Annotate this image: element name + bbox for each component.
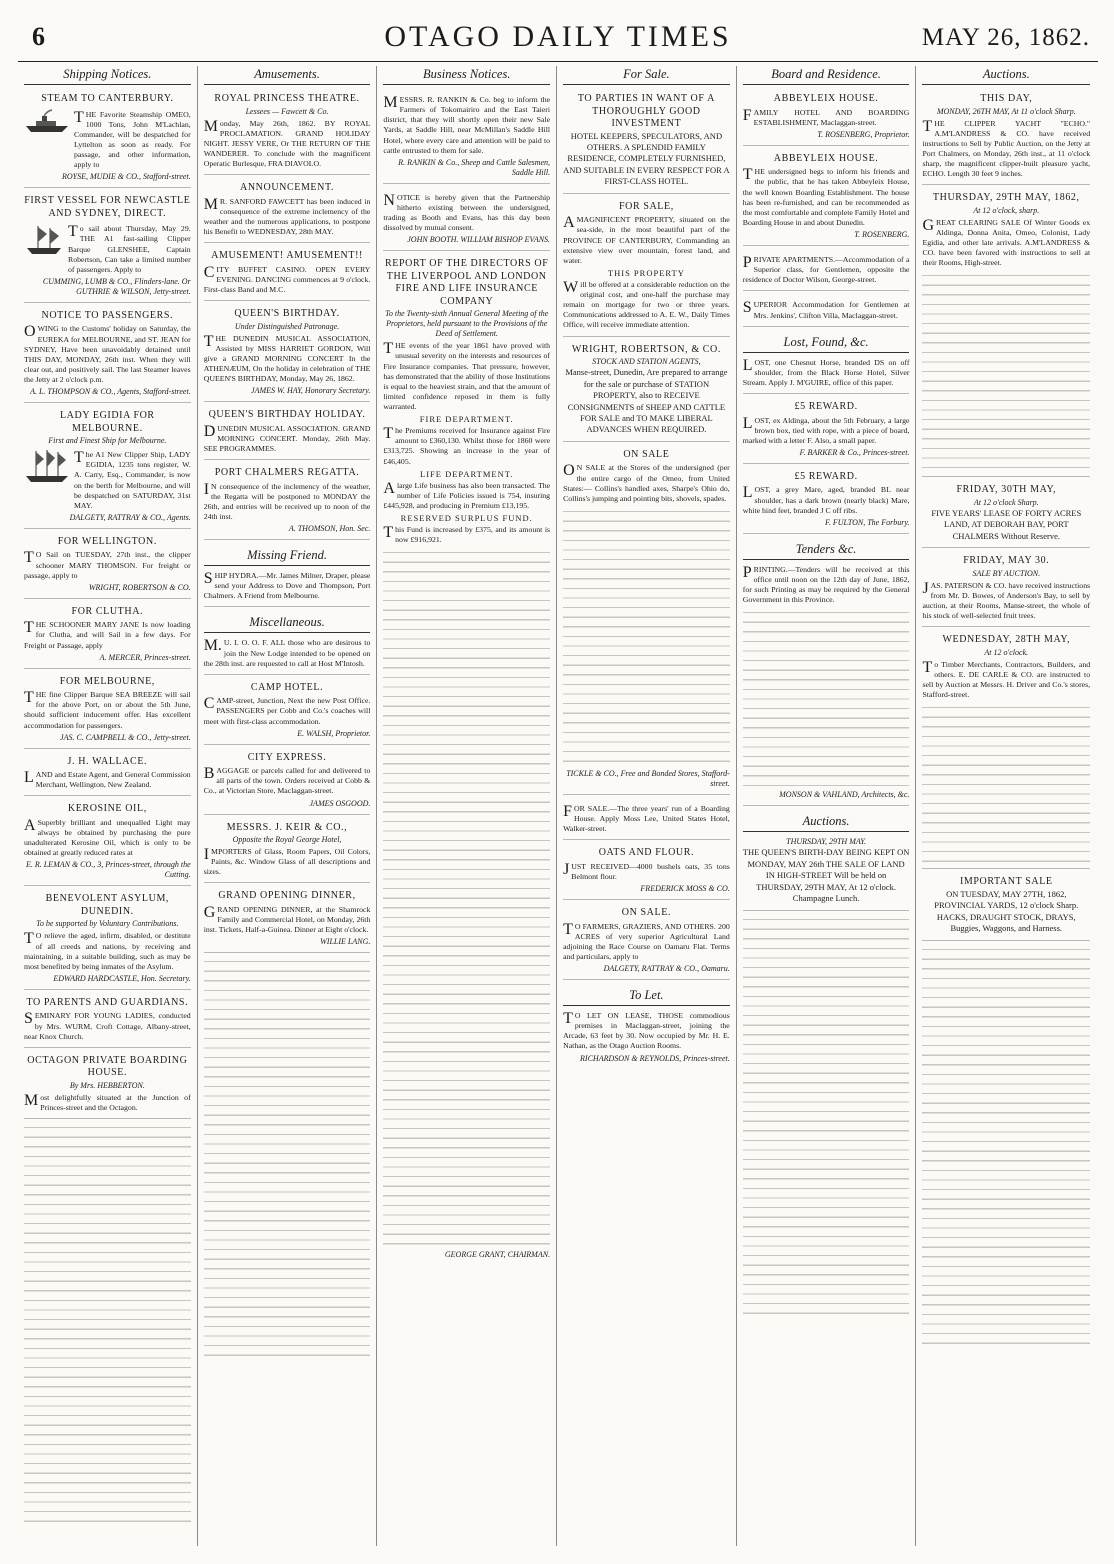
ad-title: ON SALE <box>623 448 670 460</box>
section-header-board: Board and Residence. <box>743 66 910 85</box>
continued-small-print <box>24 1123 191 1523</box>
ad-title: FRIDAY, 30TH MAY, <box>956 484 1057 496</box>
ad-title: BENEVOLENT ASYLUM, DUNEDIN. <box>45 893 170 917</box>
section-header-shipping: Shipping Notices. <box>24 66 191 85</box>
ad-title: FOR SALE, <box>618 200 674 212</box>
ad-body: THE SCHOONER MARY JANE Is now loading for Clutha, and will Sail in a few days. For Freight or Passage, apply <box>24 619 191 650</box>
ad-signature: E. WALSH, Proprietor. <box>297 728 371 738</box>
ad-lost-horse <box>743 331 910 394</box>
ad-body: SUPERIOR Accommodation for Gentlemen at Mrs. Jenkins', Clifton Villa, Maclaggan-street. <box>742 299 910 320</box>
ad-boarding-house-sale <box>563 799 730 840</box>
ad-title: GRAND OPENING DINNER, <box>218 890 356 902</box>
ad-seminary <box>24 994 191 1048</box>
ad-body: To Timber Merchants, Contractors, Builders, and others. E. DE CARLE & CO. are instructed to sell by Auction at Messrs. H. Driver and Co.'s stores, Stafford-street. <box>922 658 1091 700</box>
ad-octagon-boarding <box>24 1052 191 1119</box>
ad-body: SEMINARY FOR YOUNG LADIES, conducted by Mrs. WURM, Croft Cottage, Albany-street, near Knox Church. <box>24 1010 191 1041</box>
ad-subtitle: To the Twenty-sixth Annual General Meeting of the Proprietors, held pursuant to the Provisions of the Deed of Settlement. <box>385 309 549 339</box>
ad-grand-opening-dinner <box>204 887 371 953</box>
ad-body: PRIVATE APARTMENTS.—Accommodation of a Superior class, for Gentlemen, opposite the residence of Doctor Wilson, George-street. <box>742 254 910 285</box>
ad-port-chalmers-regatta <box>204 464 371 540</box>
section-header-auctions-col5: Auctions. <box>743 813 910 832</box>
report-heading: FIRE DEPARTMENT. <box>419 414 514 425</box>
ad-title: CAMP HOTEL. <box>250 681 324 693</box>
ad-subtitle: SALE BY AUCTION. <box>972 568 1041 578</box>
ad-to-let <box>563 984 730 1069</box>
column-amusements <box>198 66 378 1546</box>
ad-title: NOTICE TO PASSENGERS. <box>41 309 174 321</box>
column-board-residence <box>737 66 917 1546</box>
ad-investment-residence <box>563 90 730 194</box>
ad-royal-princess-theatre <box>204 90 371 175</box>
ad-title: FOR WELLINGTON. <box>57 535 157 547</box>
newspaper-title: OTAGO DAILY TIMES <box>384 20 732 53</box>
report-paragraph: Alarge Life business has also been transacted. The number of Life Policies issued is 754, insuring £445,928, and producing in Premium £13,195. <box>383 479 551 510</box>
ad-partnership-notice <box>383 188 550 252</box>
masthead <box>18 20 1098 62</box>
continued-small-print <box>743 608 910 788</box>
ad-signature: TICKLE & CO., Free and Bonded Stores, Stafford-street. <box>566 768 730 788</box>
ad-city-express <box>204 749 371 815</box>
ad-body: DUNEDIN MUSICAL ASSOCIATION. GRAND MORNING CONCERT. Monday, 26th May. SEE PROGRAMMES. <box>203 422 371 453</box>
section-header-for-sale: For Sale. <box>563 66 730 85</box>
ad-keir-co <box>204 819 371 884</box>
ad-body: PRINTING.—Tenders will be received at this office until noon on the 12th day of June, 1862, for such Printing as may be required by the General Government in this Province. <box>742 563 910 605</box>
ad-title: THURSDAY, 29TH MAY, 1862, <box>932 192 1080 204</box>
ad-body: FAMILY HOTEL AND BOARDING ESTABLISHMENT, Maclaggan-street. <box>742 106 910 127</box>
ad-camp-hotel <box>204 679 371 745</box>
ad-fruit-trees <box>922 552 1090 627</box>
ad-title: FOR MELBOURNE, <box>59 675 155 687</box>
ad-title: FIRST VESSEL FOR NEWCASTLE AND SYDNEY, DIRECT. <box>24 195 191 219</box>
ad-title: WRIGHT, ROBERTSON, & CO. <box>571 343 721 355</box>
ad-subtitle: At 12 o'clock Sharp. <box>973 497 1039 507</box>
ad-canterbury-property <box>563 198 730 337</box>
ad-body: TO relieve the aged, infirm, disabled, or destitute of all creeds and nations, by receiving and maintaining, in a suitable building, such as may be most benefited by being inmates of the Asylum. <box>24 930 191 971</box>
ad-body: THE QUEEN'S BIRTH-DAY BEING KEPT ON MONDAY, MAY 26th THE SALE OF LAND IN HIGH-STREET Will be held on THURSDAY, 29TH MAY, At 12 o'clock. Champagne Lunch. <box>742 847 910 904</box>
ad-title: STEAM TO CANTERBURY. <box>41 93 174 104</box>
ad-lady-egidia <box>24 407 191 529</box>
ad-body: JAS. PATERSON & CO. have received instructions from Mr. D. Bowes, of Anderson's Bay, to sell by auction, at their Rooms, Manse-street, the whole of his stock of well-selected fruit trees. <box>922 579 1091 621</box>
ad-body: MESSRS. R. RANKIN & Co. beg to inform the Farmers of Tokomairiro and the East Taieri district, that they will shortly open their new Sale Yards, at Saddle Hill, near McMillan's Saddle Hill Hotel, where every care and attention will be paid to cattle entrusted to them for sale. <box>383 94 551 155</box>
ad-title: THIS DAY, <box>980 93 1033 104</box>
ad-title: CITY EXPRESS. <box>247 751 327 763</box>
page-number: 6 <box>32 22 45 51</box>
ad-body: FOR SALE.—The three years' run of a Boarding House. Apply Moss Lee, United States Hotel, Walker-street. <box>563 802 730 834</box>
ad-clutha <box>24 603 191 669</box>
ad-body: NOTICE is hereby given that the Partnership hitherto existing between the undersigned, trading as Booth and Evans, has this day been dissolved by mutual consent. <box>383 191 551 233</box>
continued-small-print <box>743 915 910 1315</box>
ad-oddfellows <box>204 611 371 674</box>
ad-body: LOST, a grey Mare, aged, branded BL near shoulder, has a dark brown (nearly black) Mare, white hind feet, branded J C off ribs. <box>742 484 910 515</box>
ad-title: ON SALE. <box>621 907 672 919</box>
column-business <box>377 66 557 1546</box>
column-for-sale <box>557 66 737 1546</box>
ad-signature: WRIGHT, ROBERTSON & CO. <box>88 582 191 592</box>
ad-signature: DALGETY, RATTRAY & CO., Oamaru. <box>603 964 730 974</box>
ad-signature: EDWARD HARDCASTLE, Hon. Secretary. <box>53 973 191 983</box>
ad-tenders-printing <box>743 538 910 807</box>
report-heading: LIFE DEPARTMENT. <box>420 468 514 479</box>
ad-melbourne-sea-breeze <box>24 673 191 749</box>
ad-body: M.U. I. O. O. F. ALL those who are desirous to join the New Lodge intended to be opened on the 28th inst. are requested to call at Host M'Intosh. <box>203 637 371 668</box>
ad-body: JUST RECEIVED—4000 bushels oats, 35 tons Belmont flour. <box>563 860 730 881</box>
ad-body: LOST, ex Aldinga, about the 5th February, a large brown box, tied with rope, with a piece of board, marked with a letter F. Also, a small paper. <box>742 414 910 445</box>
ad-important-sale <box>922 873 1090 940</box>
ad-subtitle: By Mrs. HEBBERTON. <box>69 1080 145 1090</box>
section-header-missing-friend: Missing Friend. <box>204 547 371 566</box>
ad-body: GRAND OPENING DINNER, at the Shamrock Family and Commercial Hotel, on Monday, 26th inst. Tickets, Half-a-Guinea. Dinner at Eight o'clock. <box>203 903 371 935</box>
ad-title: J. H. WALLACE. <box>67 755 148 767</box>
ad-deborah-bay-lease <box>922 481 1090 548</box>
continued-small-print <box>204 957 371 1357</box>
ad-title: REPORT OF THE DIRECTORS OF THE LIVERPOOL AND LONDON FIRE AND LIFE INSURANCE COMPANY <box>385 258 549 307</box>
continued-small-print <box>563 507 730 767</box>
ad-body: THE CLIPPER YACHT "ECHO." A.M'LANDRESS & CO. have received instructions to Sell by Public Auction, on the Jetty at Port Chalmers, on Monday, 26th inst., at 11 o'clock sharp, the magnificent clipper-built pleasure yacht, ECHO. Length 30 feet 9 inches. <box>922 117 1091 179</box>
report-paragraph: The Premiums received for Insurance against Fire amount to £360,130. Whilst those for 1860 were £313,725. Showing an increase in the year of £46,405. <box>383 425 551 466</box>
ad-body: THE events of the year 1861 have proved with unusual severity on the interests and resources of Fire Insurance companies. That pressure, however, has demonstrated that the ability of those Institutions is equal to the heaviest strain, and that the amount of limited confidence reposed in them is fully warranted. <box>383 340 551 411</box>
ad-oats-flour <box>563 844 730 900</box>
continued-small-print <box>922 945 1090 1345</box>
ad-title: ABBEYLEIX HOUSE. <box>773 152 879 164</box>
ad-title: FRIDAY, MAY 30. <box>963 555 1050 567</box>
report-heading: RESERVED SURPLUS FUND. <box>400 513 533 523</box>
ad-subtitle: STOCK AND STATION AGENTS, <box>592 357 701 367</box>
ad-benevolent-asylum <box>24 890 191 990</box>
ad-wellington <box>24 533 191 599</box>
ad-notice-passengers <box>24 307 191 403</box>
section-header-lost-found: Lost, Found, &c. <box>743 334 910 353</box>
ad-body: OWING to the Customs' holiday on Saturday, the EUREKA for MELBOURNE, and ST. JEAN for SYDNEY, Have been unavoidably detained until THIS DAY, MONDAY, 26th inst. When they will clear out, and positively sail. The last Steamer leaves the Jetty at 2 o'clock p.m. <box>24 323 191 384</box>
ad-city-buffet <box>204 247 371 301</box>
ad-private-apartments <box>743 250 910 291</box>
ad-title: £5 REWARD. <box>794 470 858 482</box>
ad-on-sale-omeo-cargo <box>563 446 730 795</box>
ad-signature: FREDERICK MOSS & CO. <box>640 884 730 894</box>
ad-title: FOR CLUTHA. <box>71 605 144 617</box>
ad-body: LOST, one Chesnut Horse, branded DS on off shoulder, from the Black Horse Hotel, Silver Stream. Apply J. M'GUIRE, office of this paper. <box>742 356 910 387</box>
clipper-ship-icon <box>24 448 70 484</box>
ad-abbeyleix-house-notice <box>743 150 910 246</box>
ad-subtitle: At 12 o'clock. <box>984 647 1029 657</box>
ad-signature: A. L. THOMPSON & CO., Agents, Stafford-street. <box>30 387 191 397</box>
ad-body: GREAT CLEARING SALE Of Winter Goods ex Aldinga, Donna Anita, Omeo, Colonist, Lady Egidia, and other late arrivals. A.M'LANDRESS & CO. have been favored with instructions to sell at their Rooms, High-street. <box>922 216 1091 268</box>
ad-reward-mare <box>743 468 910 534</box>
ad-newcastle-sydney <box>24 192 191 303</box>
columns <box>18 66 1098 1546</box>
ad-body: TO Sail on TUESDAY, 27th inst., the clipper schooner MARY THOMSON. For freight or passage, apply to <box>24 549 191 580</box>
section-subheading: THIS PROPERTY <box>607 267 685 278</box>
ad-body: HOTEL KEEPERS, SPECULATORS, AND OTHERS. A SPLENDID FAMILY RESIDENCE, COMPLETELY FURNISHED, AND SUITABLE IN EVERY RESPECT FOR A FIRST-CLASS HOTEL. <box>563 130 730 187</box>
ad-signature: ROYSE, MUDIE & CO., Stafford-street. <box>61 172 191 182</box>
ad-body: THE Favorite Steamship OMEO, 1000 Tons, John M'Lachlan, Commander, will be despatched for Lyttelton as soon as ready. For passage, and other information, apply to <box>74 108 191 170</box>
ad-title: AMUSEMENT! AMUSEMENT!! <box>211 250 363 262</box>
ad-body: ON SALE at the Stores of the undersigned (per the entire cargo of the Omeo, from United States:— Collins's handled axes, Sharpe's Ohio do, Collins's jumping and pointing bits, shovels, spades. <box>563 462 730 503</box>
ad-body: Will be offered at a considerable reduction on the original cost, and one-half the purchase may remain on mortgage for two or three years. Communications addressed to A. E. W., Daily Times Office, will receive immediate attention. <box>563 278 730 330</box>
continued-small-print <box>922 703 1090 863</box>
ad-title: ROYAL PRINCESS THEATRE. <box>214 93 360 104</box>
ad-title: IMPORTANT SALE <box>959 876 1053 888</box>
ad-body: The A1 New Clipper Ship, LADY EGIDIA, 1235 tons register, W. A. Carry, Esq., Commander, is now on the berth for Melbourne, and will be despatched on SATURDAY, 31st MAY. <box>74 449 191 510</box>
ad-signature: A. THOMSON, Hon. Sec. <box>288 524 371 533</box>
ad-body: TO FARMERS, GRAZIERS, AND OTHERS. 200 ACRES of very superior Agricultural Land adjoining the Race Course on Oamaru Flat. Terms and particulars, apply to <box>563 920 730 961</box>
ad-yacht-echo <box>922 90 1090 185</box>
column-auctions <box>916 66 1096 1546</box>
section-header-to-let: To Let. <box>563 987 730 1006</box>
ad-body: To sail about Thursday, May 29. THE A1 fast-sailing Clipper Barque GLENSHEE, Captain Robertson, Can take a limited number of passengers. Apply to <box>68 223 191 274</box>
ad-subtitle: At 12 o'clock, sharp. <box>973 205 1040 215</box>
ad-signature: JAMES OSGOOD. <box>309 798 371 808</box>
ad-body: AMAGNIFICENT PROPERTY, situated on the sea-side, in the most beautiful part of the PROVINCE OF CANTERBURY, Commanding an extensive view over mountain, forest land, and water. <box>563 214 730 265</box>
section-header-tenders: Tenders &c. <box>743 541 910 560</box>
ad-title: QUEEN'S BIRTHDAY. <box>234 308 340 319</box>
ad-signature: A. MERCER, Princes-street. <box>99 652 191 662</box>
ad-reward-box <box>743 398 910 464</box>
ad-signature: MONSON & VAHLAND, Architects, &c. <box>779 790 910 800</box>
ad-subtitle: First and Finest Ship for Melbourne. <box>48 436 167 446</box>
ad-signature: E. R. LEMAN & CO., 3, Princes-street, through the Cutting. <box>25 860 191 880</box>
ad-signature: T. ROSENBERG, Proprietor. <box>817 129 910 139</box>
ad-superior-accommodation <box>743 295 910 326</box>
ad-title: OCTAGON PRIVATE BOARDING HOUSE. <box>27 1054 188 1079</box>
ad-subtitle: THURSDAY, 29TH MAY. <box>786 837 867 847</box>
ad-title: £5 REWARD. <box>794 401 858 412</box>
ad-rankin-co <box>383 90 550 184</box>
section-header-auctions: Auctions. <box>922 66 1090 85</box>
ad-body: MR. SANFORD FAWCETT has been induced in consequence of the extreme inclemency of the weather and the numerous applications, to postpone his Benefit to WEDNESDAY, 28th MAY. <box>203 195 371 236</box>
ad-subtitle: Under Distinguished Patronage. <box>234 321 340 331</box>
ad-announcement <box>204 179 371 243</box>
ad-title: LADY EGIDIA FOR MELBOURNE. <box>59 410 155 434</box>
section-header-miscellaneous: Miscellaneous. <box>204 614 371 633</box>
ad-body: SHIP HYDRA.—Mr. James Milner, Draper, please send your Address to Dove and Thompson, Port Chalmers. A Friend from Melbourne. <box>203 570 371 601</box>
ad-clearing-sale <box>922 189 1090 477</box>
ad-liverpool-london-report <box>383 255 550 1265</box>
ad-title: MESSRS. J. KEIR & CO., <box>226 821 348 833</box>
ad-body: IMPORTERS of Glass, Room Papers, Oil Colors, Paints, &c. Window Glass of all descriptions and sizes. <box>203 846 371 877</box>
ad-signature: DALGETY, RATTRAY & CO., Agents. <box>69 512 191 522</box>
ad-subtitle: MONDAY, 26TH MAY, At 11 o'clock Sharp. <box>936 106 1076 116</box>
ad-subtitle: Lessees — Fawcett & Co. <box>245 106 329 116</box>
ad-title: TO PARENTS AND GUARDIANS. <box>26 996 189 1008</box>
ad-body: ON TUESDAY, MAY 27TH, 1862, PROVINCIAL YARDS, 12 o'clock Sharp. HACKS, DRAUGHT STOCK, DRAYS, Buggies, Waggons, and Harness. <box>934 888 1079 934</box>
column-shipping <box>18 66 198 1546</box>
ad-title: ABBEYLEIX HOUSE. <box>773 93 879 104</box>
ad-body: CAMP-street, Junction, Next the new Post Office. PASSENGERS per Cobb and Co.'s coaches will meet with first-class accommodation. <box>203 695 371 726</box>
ad-queens-birthday <box>204 305 371 402</box>
ad-signature: F. FULTON, The Forbury. <box>824 517 910 527</box>
ad-farm-land <box>563 904 730 980</box>
ad-abbeyleix-house <box>743 90 910 146</box>
ad-queens-birthday-holiday <box>204 406 371 460</box>
ad-body: Most delightfully situated at the Junction of Princes-street and the Octagon. <box>24 1091 191 1112</box>
report-paragraph: This Fund is increased by £375, and its amount is now £916,921. <box>383 524 551 545</box>
ad-timber-sale <box>922 631 1090 869</box>
ad-body: ASuperbly brilliant and unequalled Light may always be obtained by purchasing the pure unadulterated Kerosine Oil, which is only to be obtained at greatly reduced rates at <box>24 816 191 858</box>
ad-body: TO LET ON LEASE, THOSE commodious premises in Maclaggan-street, joining the Arcade, 63 feet by 30. Now occupied by Mr. H. E. Nathan, as the Otago Auction Rooms. <box>563 1010 730 1051</box>
ad-subtitle: Opposite the Royal George Hotel, <box>232 835 342 844</box>
ad-signature: GEORGE GRANT, CHAIRMAN. <box>444 1250 551 1260</box>
ad-title: KEROSINE OIL, <box>67 803 147 815</box>
ad-signature: JAS. C. CAMPBELL & CO., Jetty-street. <box>60 732 191 742</box>
ad-body: IN consequence of the inclemency of the weather, the Regatta will be postponed to MONDAY the 26th, and entries will be received up to noon of the 24th inst. <box>203 480 371 521</box>
ad-title: PORT CHALMERS REGATTA. <box>214 467 360 478</box>
ad-body: FIVE YEARS' LEASE OF FORTY ACRES LAND, AT DEBORAH BAY, PORT CHALMERS Without Reserve. <box>931 507 1082 541</box>
ad-title: WEDNESDAY, 28TH MAY, <box>942 634 1071 646</box>
ad-signature: CUMMING, LUMB & CO., Flinders-lane. Or GUTHRIE & WILSON, Jetty-street. <box>42 276 191 296</box>
ad-steam-canterbury <box>24 90 191 188</box>
continued-small-print <box>383 548 550 1248</box>
ad-signature: F. BARKER & Co., Princes-street. <box>799 447 910 457</box>
ad-wright-robertson <box>563 341 730 442</box>
issue-date: MAY 26, 1862. <box>921 24 1090 51</box>
steamship-icon <box>24 108 70 134</box>
ad-body: THE DUNEDIN MUSICAL ASSOCIATION, Assisted by MISS HARRIET GORDON, Will give a GRAND MORNING CONCERT In the ATHENÆUM, On the holiday in celebration of THE QUEEN'S BIRTHDAY, Monday, May 26, 1862. <box>203 332 371 383</box>
ad-title: OATS AND FLOUR. <box>598 847 695 859</box>
ad-subtitle: To be supported by Voluntary Contributions. <box>36 919 179 929</box>
ad-body: LAND and Estate Agent, and General Commission Merchant, Wellington, New Zealand. <box>24 769 191 790</box>
ad-body: CITY BUFFET CASINO. OPEN EVERY EVENING. DANCING commences at 9 o'clock. First-class Band and M.C. <box>203 263 371 294</box>
ad-title: ANNOUNCEMENT. <box>240 182 335 194</box>
ad-body: Manse-street, Dunedin, Are prepared to arrange for the sale or purchase of STATION PROPERTY, also to RECEIVE CONSIGNMENTS of SHEEP AND CATTLE FOR SALE and TO MAKE LIBERAL ADVANCES WHEN REQUIRED. <box>565 367 728 435</box>
ad-signature: JAMES W. HAY, Honorary Secretary. <box>251 386 371 396</box>
ad-body: BAGGAGE or parcels called for and delivered to all parts of the town. Orders received at Cobb & Co., at Victorian Store, Maclaggan-street. <box>203 765 371 796</box>
ad-missing-friend <box>204 544 371 607</box>
continued-small-print <box>922 271 1090 471</box>
sailing-ship-icon <box>24 222 64 256</box>
ad-kerosine-oil <box>24 800 191 886</box>
ad-land-sale-auction <box>743 810 910 910</box>
ad-signature: T. ROSENBERG. <box>854 230 910 239</box>
ad-title: TO PARTIES IN WANT OF A THOROUGHLY GOOD INVESTMENT <box>577 93 715 129</box>
ad-wallace <box>24 753 191 797</box>
section-header-business: Business Notices. <box>383 66 550 85</box>
ad-signature: WILLIE LANG. <box>320 937 371 947</box>
ad-body: THE fine Clipper Barque SEA BREEZE will sail for the above Port, on or about the 5th June, should sufficient inducement offer. Has excellent accommodation for passengers. <box>24 689 191 730</box>
ad-title: QUEEN'S BIRTHDAY HOLIDAY. <box>208 409 366 421</box>
ad-body: THE undersigned begs to inform his friends and the public, that he has taken Abbeyleix House, the well known Boarding Establishment. The house has been re-furnished, and can be recommended as the most comfortable and complete Family Hotel and Boarding House in and about Dunedin. <box>742 166 910 227</box>
section-header-amusements: Amusements. <box>204 66 371 85</box>
ad-body: Monday, May 26th, 1862. BY ROYAL PROCLAMATION. GRAND HOLIDAY NIGHT. JESSY VERE, Or THE RETURN OF THE WANDERER. To conclude with the magnificent Operatic Burlesque, FRA DIAVOLO. <box>203 117 371 168</box>
ad-signature: RICHARDSON & REYNOLDS, Princes-street. <box>580 1053 730 1063</box>
ad-signature: JOHN BOOTH. WILLIAM BISHOP EVANS. <box>407 235 551 245</box>
ad-signature: R. RANKIN & Co., Sheep and Cattle Salesmen, Saddle Hill. <box>398 157 551 177</box>
